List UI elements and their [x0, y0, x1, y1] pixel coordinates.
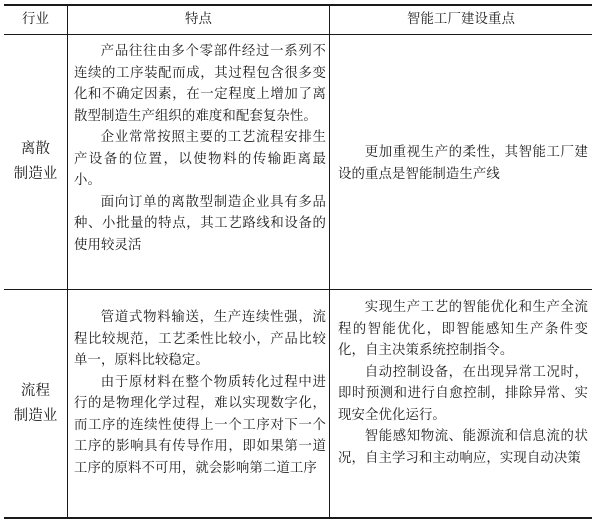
feature-paragraph: 企业常常按照主要的工艺流程安排生产设备的位置，以使物料的传输距离最小。 — [74, 130, 326, 188]
row-discrete-industry — [4, 35, 67, 289]
feature-paragraph: 面向订单的离散型制造企业具有多品种、小批量的特点，其工艺路线和设备的使用较灵活 — [74, 194, 326, 253]
comparison-table — [4, 4, 592, 519]
industry-name — [14, 137, 58, 187]
header-features — [68, 6, 329, 34]
feature-paragraph: 由于原材料在整个物质转化过程中进行的是物理化学过程，难以实现数字化，而工序的连续性使得上一个工序对下一个工序的影响具有传导作用，即如果第一道工序的原料不可用，就会影响第二道工序 — [74, 374, 326, 476]
focus-paragraph: 自动控制设备，在出现异常工况时，即时预测和进行自愈控制，排除异常、实现安全优化运行。 — [338, 364, 588, 423]
column-divider-1 — [67, 4, 68, 519]
industry-name-line-1: 流程 — [20, 382, 51, 399]
header-features-label: 特点 — [185, 12, 212, 28]
table-bottom-rule — [4, 517, 592, 519]
row-process-industry — [4, 290, 67, 517]
industry-name-line-2: 制造业 — [13, 407, 58, 424]
industry-name — [14, 379, 58, 429]
focus-paragraph: 更加重视生产的柔性，其智能工厂建设的重点是智能制造生产线 — [338, 145, 588, 182]
column-divider-2 — [329, 4, 330, 519]
header-focus — [330, 6, 592, 34]
feature-paragraph: 管道式物料输送，生产连续性强，流程比较规范，工艺柔性比较小，产品比较单一，原料比较稳定。 — [74, 310, 326, 368]
header-rule — [4, 34, 592, 35]
row-process-features — [74, 307, 326, 479]
row-discrete-features — [74, 41, 326, 256]
header-focus-label: 智能工厂建设重点 — [407, 12, 515, 28]
focus-paragraph: 实现生产工艺的智能优化和生产全流程的智能优化，即智能感知生产条件变化，自主决策系统控制指令。 — [338, 300, 588, 358]
industry-name-line-1: 离散 — [20, 141, 51, 157]
header-industry — [4, 6, 67, 34]
row-discrete-focus — [338, 142, 588, 185]
header-industry-label: 行业 — [22, 12, 49, 28]
industry-name-line-2: 制造业 — [13, 166, 58, 182]
row-process-focus — [338, 297, 588, 469]
feature-paragraph: 产品往往由多个零部件经过一系列不连续的工序装配而成，其过程包含很多变化和不确定因素，在一定程度上增加了离散型制造生产组织的难度和配套复杂性。 — [74, 44, 326, 124]
row-separator — [4, 289, 592, 290]
focus-paragraph: 智能感知物流、能源流和信息流的状况，自主学习和主动响应，实现自动决策 — [338, 429, 588, 466]
